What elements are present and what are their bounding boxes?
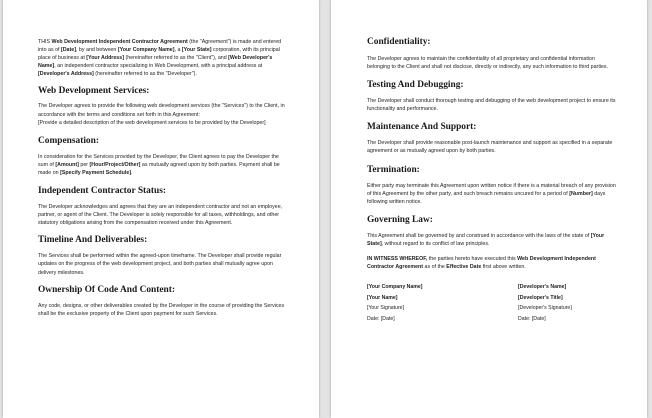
- client-signature-line: [Your Signature]: [367, 305, 405, 312]
- developer-address-placeholder: [Developer's Address]: [38, 71, 94, 78]
- services-paragraph: The Developer agrees to provide the following web development services (the "Services") to the Client, in accordance with the terms and conditions set forth in this Agreement: [Provide a detailed description of the web development services to be provided by the Developer]: [38, 103, 285, 126]
- governing-law-heading: Governing Law:: [367, 214, 433, 225]
- date-placeholder: [Date]: [60, 47, 76, 54]
- compensation-heading: Compensation:: [38, 135, 99, 146]
- maintenance-heading: Maintenance And Support:: [367, 122, 477, 133]
- company-placeholder: [Your Company Name]: [117, 47, 175, 54]
- developer-name-placeholder: [Web Developer's Name]: [38, 55, 273, 70]
- testing-paragraph: The Developer shall conduct thorough testing and debugging of the web development project to ensure its functionality and performance.: [367, 98, 616, 113]
- confidentiality-paragraph: The Developer agrees to maintain the confidentiality of all proprietary and confidential information belonging to the Client and shall not disclose, directly or indirectly, any such information to third parties.: [367, 56, 609, 71]
- client-company-name: [Your Company Name]: [367, 284, 423, 291]
- contractor-status-heading: Independent Contractor Status:: [38, 186, 166, 197]
- governing-state-placeholder: [Your State]: [367, 232, 605, 247]
- ownership-heading: Ownership Of Code And Content:: [38, 284, 175, 295]
- document-page-1: [3, 0, 319, 418]
- intro-paragraph: THIS Web Development Independent Contractor Agreement (the "Agreement") is made and entered into as of [Date], by and between [Your Company Name], a [Your State] corporation, with its principal place of business at [Your Address] (hereinafter referred to as the "Client"), and [Web Developer's Name], an independent contractor specializing in Web Development, with a principal address at [Developer's Address] (hereinafter referred to as the "Developer").: [38, 39, 282, 78]
- maintenance-paragraph: The Developer shall provide reasonable post-launch maintenance and support as specified in a separate agreement or as mutually agreed upon by both parties.: [367, 140, 613, 155]
- developer-name: [Developer's Name]: [518, 284, 567, 291]
- client-signature-date: Date: [Date]: [367, 316, 395, 322]
- services-heading: Web Development Services:: [38, 86, 150, 97]
- address-placeholder: [Your Address]: [86, 55, 124, 62]
- developer-signature-date: Date: [Date]: [518, 316, 546, 322]
- termination-heading: Termination:: [367, 164, 420, 175]
- rate-placeholder: [Hour/Project/Other]: [89, 161, 141, 168]
- witness-paragraph: IN WITNESS WHEREOF, the parties hereto have executed this Web Development Independent Contractor Agreement as of the Effective Date first above written.: [367, 256, 596, 271]
- client-signer-name: [Your Name]: [367, 294, 398, 301]
- timeline-heading: Timeline And Deliverables:: [38, 235, 148, 246]
- payment-schedule-placeholder: [Specify Payment Schedule]: [60, 169, 132, 176]
- days-number-placeholder: [Number]: [569, 190, 593, 197]
- contractor-status-paragraph: The Developer acknowledges and agrees that they are an independent contractor and not an employee, partner, or agent of the Client. The Developer is solely responsible for all taxes, withholdings, and other statutory obligations arising from the compensation received under this Agreement.: [38, 204, 283, 227]
- termination-paragraph: Either party may terminate this Agreement upon written notice if there is a material breach of any provision of this Agreement by the other party, and such breach remains uncured for a period of [Number] days following written notice.: [367, 182, 616, 205]
- confidentiality-heading: Confidentiality:: [367, 37, 431, 47]
- state-placeholder: [Your State]: [181, 47, 212, 54]
- developer-title: [Developer's Title]: [518, 294, 563, 301]
- governing-law-paragraph: This Agreement shall be governed by and construed in accordance with the laws of the state of [Your State], without regard to its conflict of law principles.: [367, 232, 605, 247]
- agreement-title: Web Development Independent Contractor Agreement: [51, 39, 188, 45]
- services-description-placeholder: [Provide a detailed description of the web development services to be provided by the Developer]: [38, 119, 266, 126]
- developer-signature-line: [Developer's Signature]: [518, 305, 572, 312]
- document-page-2: [331, 0, 647, 418]
- signature-block: [367, 282, 617, 324]
- ownership-paragraph: Any code, designs, or other deliverables created by the Developer in the course of providing the Services shall be the exclusive property of the Client upon payment for such Services.: [38, 302, 285, 317]
- compensation-paragraph: In consideration for the Services provided by the Developer, the Client agrees to pay the Developer the sum of [Amount] per [Hour/Project/Other] as mutually agreed upon by both parties. Payment shall be made on [Specify Payment Schedule].: [38, 153, 280, 176]
- amount-placeholder: [Amount]: [55, 161, 79, 168]
- testing-heading: Testing And Debugging:: [367, 80, 464, 91]
- timeline-paragraph: The Services shall be performed within the agreed-upon timeframe. The Developer shall provide regular updates on the progress of the web development project, and both parties shall mutually agree upon delivery milestones.: [38, 253, 282, 276]
